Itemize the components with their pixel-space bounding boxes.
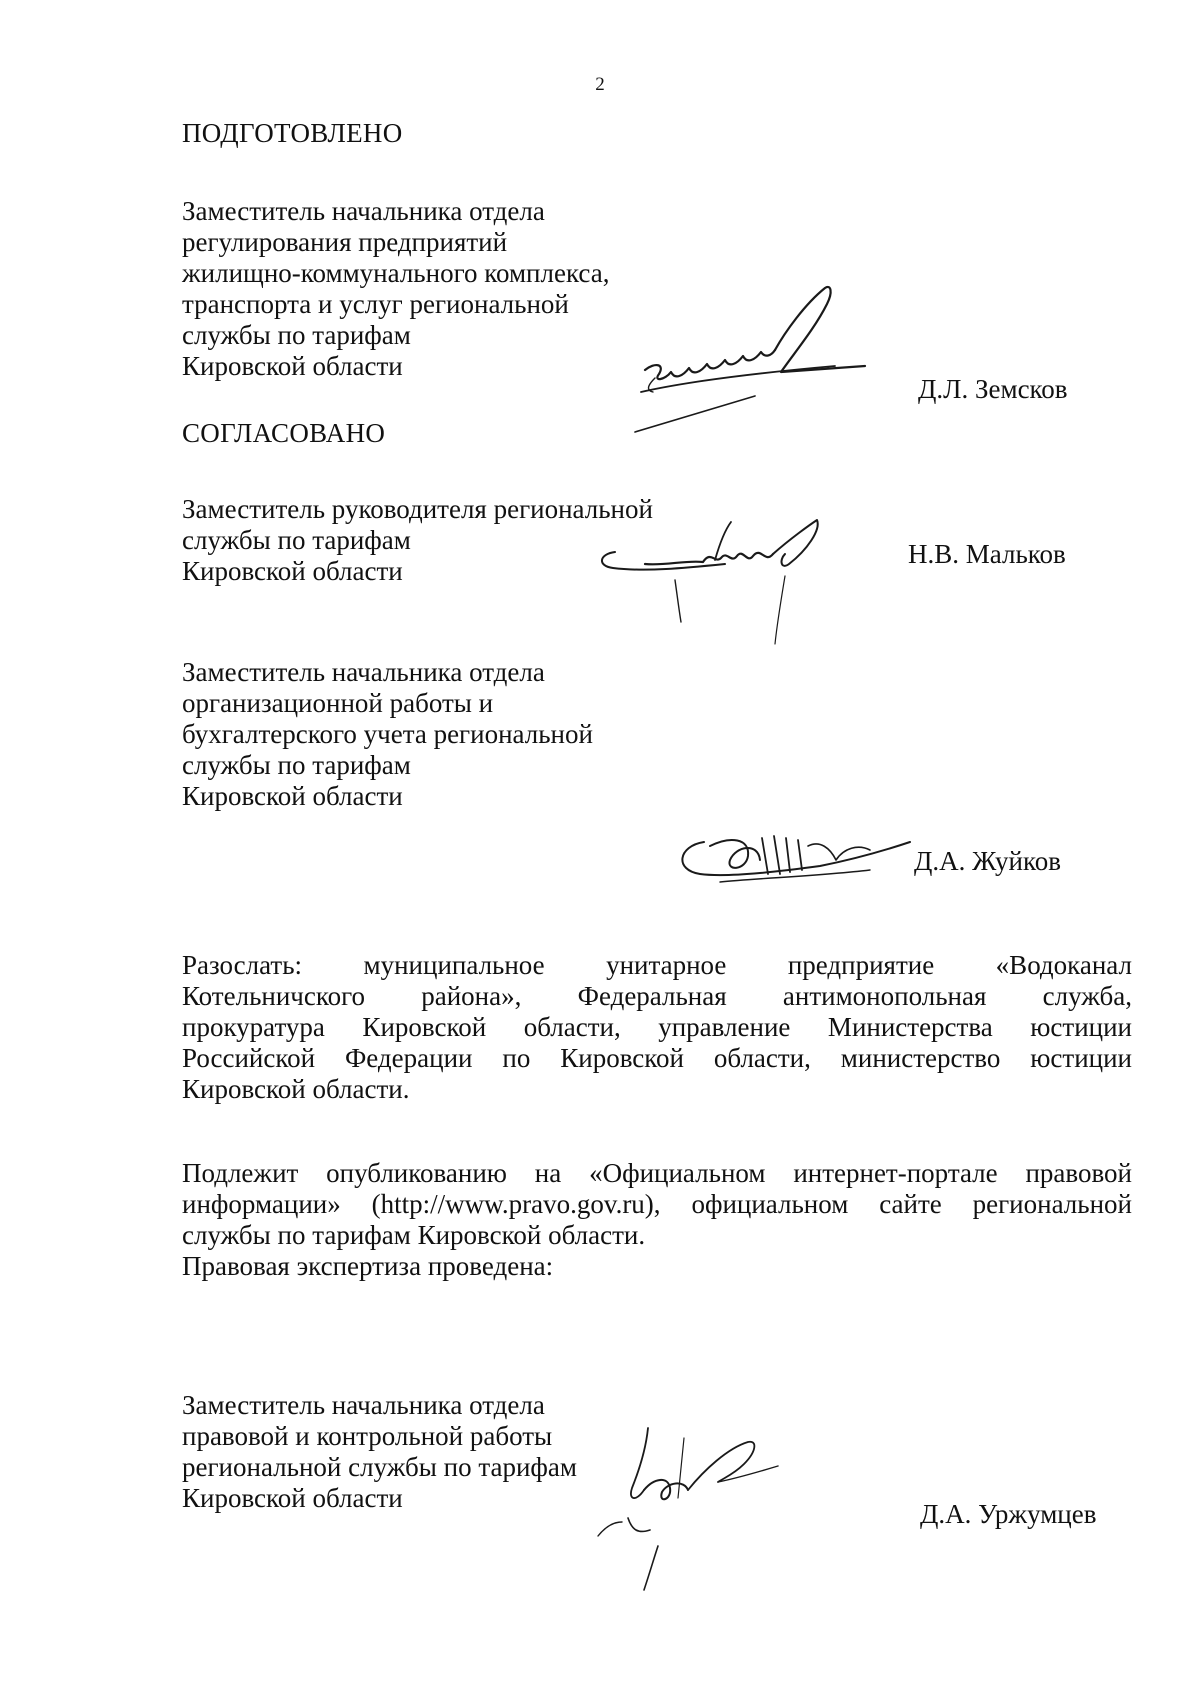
- position-line: Заместитель руководителя региональной: [182, 494, 653, 524]
- prepared-heading: ПОДГОТОВЛЕНО: [182, 118, 403, 148]
- signature-malkov: [585, 520, 905, 670]
- position-line: правовой и контрольной работы: [182, 1421, 553, 1451]
- position-line: бухгалтерского учета региональной: [182, 719, 593, 749]
- agreed-signer-2-position: [182, 657, 742, 812]
- position-line: Кировской области: [182, 556, 403, 586]
- publication-paragraph: [182, 1158, 1132, 1251]
- position-line: транспорта и услуг региональной: [182, 289, 569, 319]
- page-number: 2: [595, 74, 605, 95]
- agreed-signer-2-name: Д.А. Жуйков: [914, 846, 1061, 876]
- signature-zhuikov: [670, 826, 920, 896]
- position-line: Кировской области: [182, 351, 403, 381]
- legal-signer-name: Д.А. Уржумцев: [920, 1499, 1097, 1529]
- publication-line: информации» (http://www.pravo.gov.ru), официальном сайте региональной: [182, 1189, 1132, 1219]
- distribution-line: прокуратура Кировской области, управление Министерства юстиции: [182, 1012, 1132, 1042]
- agreed-heading: СОГЛАСОВАНО: [182, 418, 386, 448]
- distribution-line: Разослать: муниципальное унитарное предприятие «Водоканал: [182, 950, 1132, 980]
- distribution-paragraph: [182, 950, 1132, 1105]
- position-line: регулирования предприятий: [182, 227, 508, 257]
- agreed-signer-1-name: Н.В. Мальков: [908, 539, 1066, 569]
- position-line: службы по тарифам: [182, 750, 411, 780]
- position-line: жилищно-коммунального комплекса,: [182, 258, 610, 288]
- publication-line: Подлежит опубликованию на «Официальном интернет-портале правовой: [182, 1158, 1132, 1188]
- position-line: службы по тарифам: [182, 320, 411, 350]
- prepared-name: Д.Л. Земсков: [918, 374, 1068, 404]
- position-line: Заместитель начальника отдела: [182, 657, 545, 687]
- distribution-line: Российской Федерации по Кировской области, министерство юстиции: [182, 1043, 1132, 1073]
- position-line: службы по тарифам: [182, 525, 411, 555]
- publication-line: службы по тарифам Кировской области.: [182, 1220, 646, 1250]
- signature-urzhumtsev: [588, 1418, 838, 1598]
- distribution-line: Кировской области.: [182, 1074, 410, 1104]
- position-line: Кировской области: [182, 781, 403, 811]
- position-line: организационной работы и: [182, 688, 494, 718]
- position-line: Кировской области: [182, 1483, 403, 1513]
- signature-zemskov: [635, 282, 915, 472]
- position-line: Заместитель начальника отдела: [182, 1390, 545, 1420]
- legal-review-label: Правовая экспертиза проведена:: [182, 1251, 554, 1281]
- position-line: Заместитель начальника отдела: [182, 196, 545, 226]
- distribution-line: Котельничского района», Федеральная антимонопольная служба,: [182, 981, 1132, 1011]
- position-line: региональной службы по тарифам: [182, 1452, 577, 1482]
